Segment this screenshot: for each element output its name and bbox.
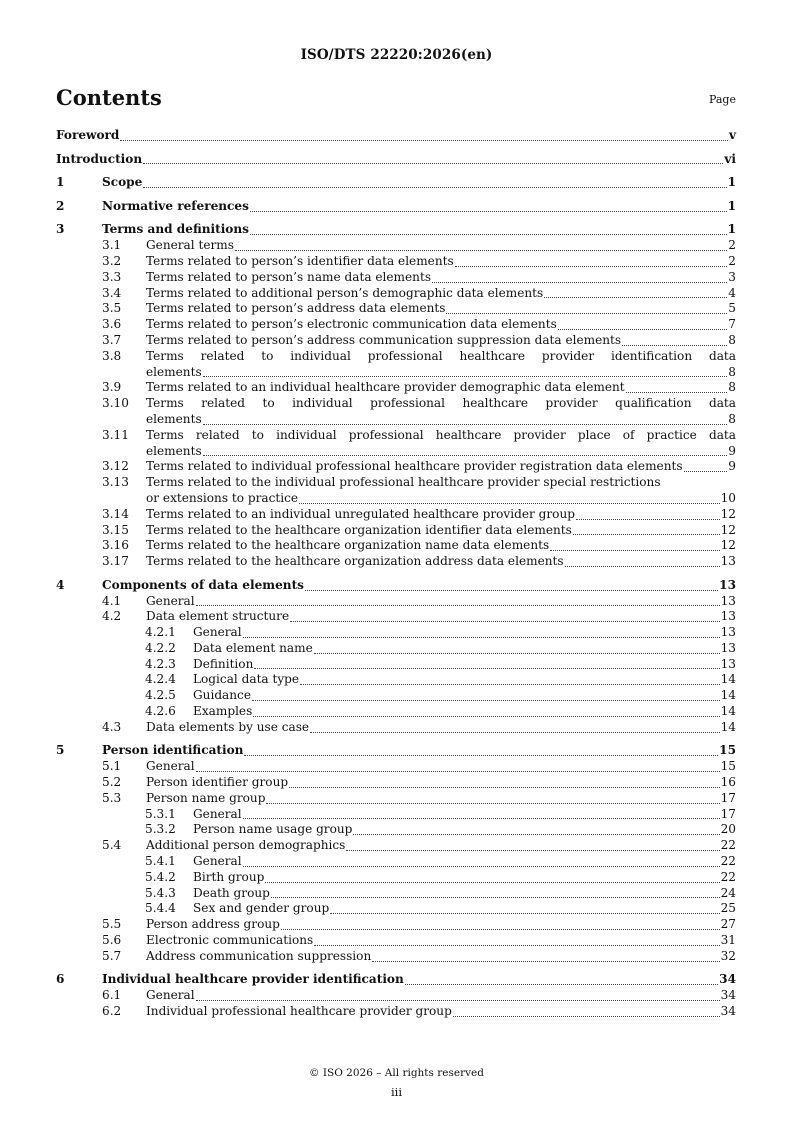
toc-entry-title: Terms related to individual professional healthcare provider identification data	[146, 348, 736, 363]
toc-entry[interactable]	[56, 428, 736, 460]
toc-entry[interactable]	[56, 380, 736, 396]
toc-leader-dots	[550, 550, 719, 551]
toc-entry-number: 1	[56, 175, 65, 190]
toc-entry-title: Address communication suppression	[146, 948, 372, 963]
toc-entry-number: 3.9	[102, 380, 122, 395]
toc-entry-title: Person identification	[102, 743, 244, 758]
toc-leader-dots	[300, 684, 720, 685]
toc-leader-dots	[265, 882, 719, 883]
toc-entry-page: vi	[724, 151, 736, 166]
toc-entry[interactable]	[56, 475, 736, 507]
toc-entry-page: 7	[728, 317, 736, 332]
toc-entry-page: 13	[720, 656, 736, 671]
toc-entry-page: 14	[720, 672, 736, 687]
toc-entry-number: 3.1	[102, 238, 122, 253]
toc-leader-dots	[576, 519, 720, 520]
toc-entry-title: Terms related to additional person’s demographic data elements	[146, 285, 544, 300]
toc-entry[interactable]	[56, 538, 736, 554]
toc-entry-number: 5.3.1	[145, 806, 176, 821]
toc-entry-number: 4	[56, 577, 65, 592]
toc-entry-number: 3.13	[102, 475, 129, 490]
toc-entry-page: 17	[720, 806, 736, 821]
toc-entry-page: 4	[728, 285, 736, 300]
toc-entry[interactable]	[56, 870, 736, 886]
toc-entry-number: 3.6	[102, 317, 122, 332]
toc-leader-dots	[243, 866, 720, 867]
toc-entry-page: 25	[720, 901, 736, 916]
toc-entry-page: 22	[720, 838, 736, 853]
toc-entry-page: 1	[727, 198, 736, 213]
toc-entry-title: Terms related to individual professional healthcare provider qualification data	[146, 396, 736, 411]
toc-entry-title: Definition	[193, 656, 254, 671]
toc-entry[interactable]	[56, 625, 736, 641]
toc-entry-title: Components of data elements	[102, 577, 304, 592]
toc-entry-number: 4.3	[102, 719, 122, 734]
toc-entry[interactable]	[56, 775, 736, 791]
toc-entry[interactable]	[56, 822, 736, 838]
toc-entry-page: 13	[720, 609, 736, 624]
toc-entry-page: 14	[720, 688, 736, 703]
toc-entry[interactable]	[56, 933, 736, 949]
toc-entry-page: 8	[728, 364, 736, 379]
toc-entry-number: 5.4	[102, 838, 122, 853]
toc-leader-dots	[143, 187, 726, 188]
toc-entry-title: Data elements by use case	[146, 719, 310, 734]
toc-entry[interactable]	[56, 949, 736, 965]
toc-entry-page: 1	[727, 222, 736, 237]
page-column-label: Page	[708, 93, 736, 106]
toc-entry-number: 4.2.1	[145, 625, 176, 640]
toc-entry-title: Terms related to individual professional healthcare provider registration data elements	[146, 459, 683, 474]
toc-entry-number: 5.4.1	[145, 854, 176, 869]
toc-entry-title: Sex and gender group	[193, 901, 330, 916]
toc-leader-dots	[243, 637, 720, 638]
toc-entry-number: 3.12	[102, 459, 129, 474]
toc-leader-dots	[196, 1000, 720, 1001]
toc-entry-title-continued: elements	[146, 364, 202, 379]
toc-entry-title: Terms related to an individual healthcare provider demographic data element	[146, 380, 625, 395]
toc-entry[interactable]	[56, 578, 736, 594]
toc-leader-dots	[250, 211, 727, 212]
toc-entry-page: 1	[727, 175, 736, 190]
toc-entry[interactable]	[56, 459, 736, 475]
toc-entry-title: Person identifier group	[146, 775, 289, 790]
toc-entry-title: Examples	[193, 704, 253, 719]
toc-entry[interactable]	[56, 609, 736, 625]
toc-entry-page: 12	[720, 538, 736, 553]
toc-entry[interactable]	[56, 886, 736, 902]
toc-entry-number: 3.4	[102, 285, 122, 300]
toc-entry-number: 6.1	[102, 988, 122, 1003]
toc-entry-title: General	[146, 593, 195, 608]
toc-entry[interactable]	[56, 238, 736, 254]
toc-entry-number: 6.2	[102, 1004, 122, 1019]
toc-entry-page: 9	[728, 459, 736, 474]
toc-entry[interactable]	[56, 317, 736, 333]
toc-entry-number: 3.10	[102, 396, 129, 411]
toc-entry[interactable]	[56, 254, 736, 270]
toc-entry-title: Terms related to person’s address data elements	[146, 301, 446, 316]
toc-entry-title: Person name usage group	[193, 822, 353, 837]
toc-entry-number: 5.2	[102, 775, 122, 790]
toc-entry-page: 27	[720, 917, 736, 932]
toc-entry-page: 2	[728, 238, 736, 253]
toc-entry-title: Terms related to an individual unregulated healthcare provider group	[146, 506, 575, 521]
toc-entry[interactable]	[56, 152, 736, 168]
toc-entry-page: 13	[720, 640, 736, 655]
toc-entry-page: 9	[728, 443, 736, 458]
toc-entry[interactable]	[56, 791, 736, 807]
toc-entry[interactable]	[56, 720, 736, 736]
toc-entry-number: 4.1	[102, 593, 122, 608]
toc-entry-number: 5.4.2	[145, 869, 176, 884]
toc-entry-page: 20	[720, 822, 736, 837]
toc-entry-title: Data element structure	[146, 609, 290, 624]
toc-entry-title: General	[193, 854, 242, 869]
toc-entry-title: Birth group	[193, 869, 265, 884]
toc-entry-title: Terms related to person’s electronic communication data elements	[146, 317, 557, 332]
toc-entry[interactable]	[56, 854, 736, 870]
table-of-contents	[56, 128, 736, 1020]
toc-entry-page: 10	[720, 490, 736, 505]
toc-entry-page: 2	[728, 253, 736, 268]
toc-entry-page: 16	[720, 775, 736, 790]
toc-entry-title: Terms related to person’s address communication suppression data elements	[146, 332, 622, 347]
toc-entry-number: 5.1	[102, 759, 122, 774]
toc-entry-title: Individual professional healthcare provider group	[146, 1004, 452, 1019]
toc-entry-number: 3.15	[102, 522, 129, 537]
toc-entry-title: Normative references	[102, 198, 249, 213]
toc-entry-number: 3.14	[102, 506, 129, 521]
toc-entry-page: v	[728, 128, 736, 142]
toc-entry-number: 4.2.2	[145, 640, 176, 655]
toc-entry-page: 15	[720, 759, 736, 774]
toc-leader-dots	[203, 376, 728, 377]
toc-entry-number: 5.7	[102, 948, 122, 963]
toc-leader-dots	[250, 234, 727, 235]
toc-entry-page: 22	[720, 854, 736, 869]
toc-entry[interactable]	[56, 917, 736, 933]
toc-leader-dots	[252, 700, 720, 701]
toc-entry[interactable]	[56, 838, 736, 854]
document-id-header: ISO/DTS 22220:2026(en)	[300, 47, 493, 63]
toc-leader-dots	[299, 503, 720, 504]
toc-leader-dots	[310, 732, 720, 733]
toc-entry-title: Data element name	[193, 640, 313, 655]
toc-entry-number: 3.11	[102, 427, 129, 442]
toc-entry-title: Person name group	[146, 790, 266, 805]
toc-leader-dots	[405, 984, 718, 985]
toc-leader-dots	[573, 534, 720, 535]
toc-leader-dots	[196, 605, 720, 606]
toc-entry-number: 5.6	[102, 933, 122, 948]
toc-leader-dots	[271, 897, 720, 898]
toc-entry[interactable]	[56, 1004, 736, 1020]
toc-entry-page: 24	[720, 885, 736, 900]
toc-entry-title: Electronic communications	[146, 933, 314, 948]
toc-entry-page: 14	[720, 719, 736, 734]
contents-heading: Contents	[56, 85, 162, 110]
toc-entry-page: 12	[720, 522, 736, 537]
toc-leader-dots	[372, 961, 719, 962]
toc-entry[interactable]	[56, 743, 736, 759]
toc-entry-number: 4.2.6	[145, 704, 176, 719]
toc-entry-number: 2	[56, 198, 65, 213]
toc-entry-title: Terms related to individual professional healthcare provider place of practice data	[146, 427, 736, 442]
toc-entry[interactable]	[56, 333, 736, 349]
toc-entry[interactable]	[56, 901, 736, 917]
toc-leader-dots	[684, 471, 728, 472]
toc-entry-page: 3	[728, 269, 736, 284]
toc-leader-dots	[453, 1016, 720, 1017]
toc-entry-page: 5	[728, 301, 736, 316]
toc-entry-number: 3.3	[102, 269, 122, 284]
toc-entry-title-continued: elements	[146, 443, 202, 458]
toc-entry[interactable]	[56, 301, 736, 317]
toc-entry-number: 3.5	[102, 301, 122, 316]
toc-leader-dots	[626, 392, 728, 393]
toc-entry[interactable]	[56, 672, 736, 688]
toc-entry-number: 4.2.3	[145, 656, 176, 671]
toc-leader-dots	[622, 345, 727, 346]
toc-entry-number: 3.2	[102, 253, 122, 268]
toc-entry[interactable]	[56, 807, 736, 823]
toc-entry-number: 4.2.4	[145, 672, 176, 687]
toc-entry-page: 34	[719, 972, 736, 987]
toc-leader-dots	[432, 282, 727, 283]
toc-entry-title: Terms related to person’s name data elements	[146, 269, 432, 284]
toc-leader-dots	[235, 250, 727, 251]
toc-entry-title: Person address group	[146, 917, 280, 932]
toc-entry[interactable]	[56, 641, 736, 657]
toc-leader-dots	[455, 266, 728, 267]
toc-entry-page: 13	[720, 625, 736, 640]
toc-entry-number: 5.4.3	[145, 885, 176, 900]
toc-entry[interactable]	[56, 704, 736, 720]
toc-entry-page: 22	[720, 869, 736, 884]
toc-entry[interactable]	[56, 199, 736, 215]
toc-leader-dots	[314, 945, 719, 946]
toc-entry-number: 5.4.4	[145, 901, 176, 916]
toc-leader-dots	[544, 297, 727, 298]
toc-entry-title: Foreword	[56, 128, 120, 142]
toc-entry-number: 6	[56, 972, 65, 987]
toc-leader-dots	[353, 834, 719, 835]
toc-entry-page: 13	[720, 593, 736, 608]
toc-entry[interactable]	[56, 972, 736, 988]
toc-entry-number: 3.17	[102, 554, 129, 569]
toc-entry-page: 8	[728, 411, 736, 426]
toc-entry-page: 13	[719, 577, 736, 592]
toc-entry-title: Scope	[102, 175, 143, 190]
toc-leader-dots	[290, 621, 719, 622]
toc-leader-dots	[446, 313, 727, 314]
toc-entry-page: 8	[728, 332, 736, 347]
toc-entry-title: Terms and definitions	[102, 222, 249, 237]
toc-entry-number: 4.2.5	[145, 688, 176, 703]
toc-entry-title: Additional person demographics	[146, 838, 346, 853]
toc-leader-dots	[203, 455, 728, 456]
toc-entry[interactable]	[56, 128, 736, 144]
toc-entry-title: Terms related to the healthcare organization name data elements	[146, 538, 550, 553]
toc-leader-dots	[289, 787, 719, 788]
toc-entry[interactable]	[56, 594, 736, 610]
toc-entry-number: 3.16	[102, 538, 129, 553]
toc-entry[interactable]	[56, 396, 736, 428]
toc-leader-dots	[266, 803, 719, 804]
page-number: iii	[390, 1085, 403, 1099]
toc-entry-title: Logical data type	[193, 672, 300, 687]
toc-entry-page: 12	[720, 506, 736, 521]
toc-entry-page: 14	[720, 704, 736, 719]
toc-entry-number: 3.8	[102, 348, 122, 363]
toc-entry-number: 5.3	[102, 790, 122, 805]
toc-leader-dots	[120, 140, 728, 141]
toc-leader-dots	[558, 329, 728, 330]
toc-entry[interactable]	[56, 507, 736, 523]
toc-entry-page: 32	[720, 948, 736, 963]
toc-entry-title: Terms related to the individual professional healthcare provider special restrictions	[146, 475, 661, 490]
toc-leader-dots	[244, 755, 718, 756]
toc-leader-dots	[281, 929, 720, 930]
toc-leader-dots	[330, 913, 719, 914]
toc-entry-title: Individual healthcare provider identification	[102, 972, 404, 987]
toc-entry[interactable]	[56, 988, 736, 1004]
toc-entry-number: 5	[56, 743, 65, 758]
toc-entry-title: Introduction	[56, 151, 143, 166]
toc-entry-title-continued: elements	[146, 411, 202, 426]
toc-leader-dots	[243, 818, 720, 819]
toc-entry-title: General terms	[146, 238, 234, 253]
toc-entry[interactable]	[56, 657, 736, 673]
toc-entry-number: 5.5	[102, 917, 122, 932]
toc-entry[interactable]	[56, 523, 736, 539]
toc-entry[interactable]	[56, 222, 736, 238]
toc-entry[interactable]	[56, 349, 736, 381]
toc-entry-page: 15	[719, 743, 736, 758]
toc-entry-title-continued: or extensions to practice	[146, 490, 299, 505]
toc-entry[interactable]	[56, 175, 736, 191]
toc-leader-dots	[253, 716, 719, 717]
copyright-notice: © ISO 2026 – All rights reserved	[309, 1067, 484, 1079]
toc-entry-page: 13	[720, 554, 736, 569]
toc-entry-page: 34	[720, 1004, 736, 1019]
toc-entry-number: 3.7	[102, 332, 122, 347]
toc-leader-dots	[565, 566, 720, 567]
toc-entry-title: Guidance	[193, 688, 251, 703]
toc-entry[interactable]	[56, 554, 736, 570]
toc-leader-dots	[203, 424, 728, 425]
toc-entry[interactable]	[56, 688, 736, 704]
toc-entry-title: General	[146, 988, 195, 1003]
toc-entry-number: 5.3.2	[145, 822, 176, 837]
toc-entry-number: 3	[56, 222, 65, 237]
toc-entry-title: Terms related to the healthcare organization address data elements	[146, 554, 564, 569]
toc-entry-title: General	[146, 759, 195, 774]
toc-leader-dots	[196, 771, 720, 772]
toc-entry-page: 17	[720, 790, 736, 805]
toc-entry-title: General	[193, 806, 242, 821]
toc-entry[interactable]	[56, 286, 736, 302]
toc-entry[interactable]	[56, 270, 736, 286]
toc-entry-page: 34	[720, 988, 736, 1003]
toc-leader-dots	[305, 590, 718, 591]
toc-leader-dots	[143, 163, 723, 164]
toc-leader-dots	[346, 850, 719, 851]
toc-entry-title: Terms related to person’s identifier data elements	[146, 253, 454, 268]
toc-entry-title: General	[193, 625, 242, 640]
toc-entry-number: 4.2	[102, 609, 122, 624]
toc-entry-page: 8	[728, 380, 736, 395]
toc-entry[interactable]	[56, 759, 736, 775]
toc-entry-page: 31	[720, 933, 736, 948]
toc-leader-dots	[314, 653, 720, 654]
toc-leader-dots	[254, 668, 719, 669]
toc-entry-title: Death group	[193, 885, 270, 900]
toc-entry-title: Terms related to the healthcare organization identifier data elements	[146, 522, 572, 537]
